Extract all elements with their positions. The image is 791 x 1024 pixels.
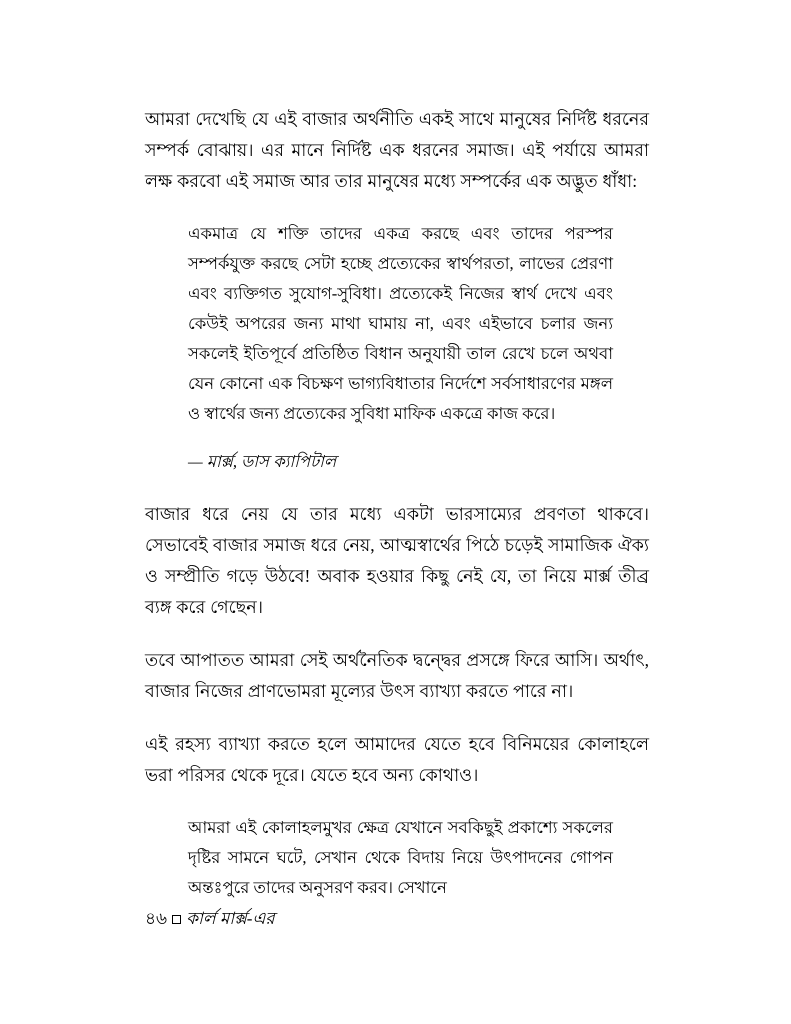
running-title: কার্ল মার্ক্স-এর [186,909,275,928]
body-paragraph-2: বাজার ধরে নেয় যে তার মধ্যে একটা ভারসাম্যের প্রবণতা থাকবে। সেভাবেই বাজার সমাজ ধরে নেয়, আত্মস্বার্থের পিঠে চড়েই সামাজিক ঐক্য ও সম্প্রীতি গড়ে উঠবে! অবাক হওয়ার কিছু নেই যে, তা নিয়ে মার্ক্স তীব্র ব্যঙ্গ করে গেছেন। [145,504,649,617]
page-content [145,104,649,921]
body-paragraph-4: এই রহস্য ব্যাখ্যা করতে হলে আমাদের যেতে হবে বিনিময়ের কোলাহলে ভরা পরিসর থেকে দূরে। যেতে হবে অন্য কোথাও। [145,734,649,785]
attribution-dash: — [188,452,203,471]
blockquote-2-text: আমরা এই কোলাহলমুখর ক্ষেত্র যেখানে সবকিছুই প্রকাশ্যে সকলের দৃষ্টির সামনে ঘটে, সেখান থেকে বিদায় নিয়ে উৎপাদনের গোপন অন্তঃপুরে তাদের অনুসরণ করব। সেখানে [188,818,613,897]
blockquote-2 [145,813,649,903]
body-paragraph-3: তবে আপাতত আমরা সেই অর্থনৈতিক দ্বন্দ্বের প্রসঙ্গে ফিরে আসি। অর্থাৎ, বাজার নিজের প্রাণভোমরা মূল্যের উৎস ব্যাখ্যা করতে পারে না। [145,650,649,701]
blockquote-1-text: একমাত্র যে শক্তি তাদের একত্র করছে এবং তাদের পরস্পর সম্পর্কযুক্ত করছে সেটা হচ্ছে প্রত্যেকের স্বার্থপরতা, লাভের প্রেরণা এবং ব্যক্তিগত সুযোগ-সুবিধা। প্রত্যেকেই নিজের স্বার্থ দেখে এবং কেউই অপরের জন্য মাথা ঘামায় না, এবং এইভাবে চলার জন্য সকলেই ইতিপূর্বে প্রতিষ্ঠিত বিধান অনুযায়ী তাল রেখে চলে অথবা যেন কোনো এক বিচক্ষণ ভাগ্যবিধাতার নির্দেশে সর্বসাধারণের মঙ্গল ও স্বার্থের জন্য প্রত্যেকের সুবিধা মাফিক একত্রে কাজ করে। [188,224,613,423]
body-paragraph-1: আমরা দেখেছি যে এই বাজার অর্থনীতি একই সাথে মানুষের নির্দিষ্ট ধরনের সম্পর্ক বোঝায়। এর মানে নির্দিষ্ট এক ধরনের সমাজ। এই পর্যায়ে আমরা লক্ষ করবো এই সমাজ আর তার মানুষের মধ্যে সম্পর্কের এক অদ্ভুত ধাঁধা: [145,109,649,191]
blockquote-1 [145,219,649,429]
page-number: ৪৬ [145,909,168,928]
page-footer [145,906,275,932]
attribution-source: মার্ক্স, ডাস ক্যাপিটাল [206,452,337,471]
quote-attribution [145,447,649,477]
square-bullet-icon [172,915,181,924]
